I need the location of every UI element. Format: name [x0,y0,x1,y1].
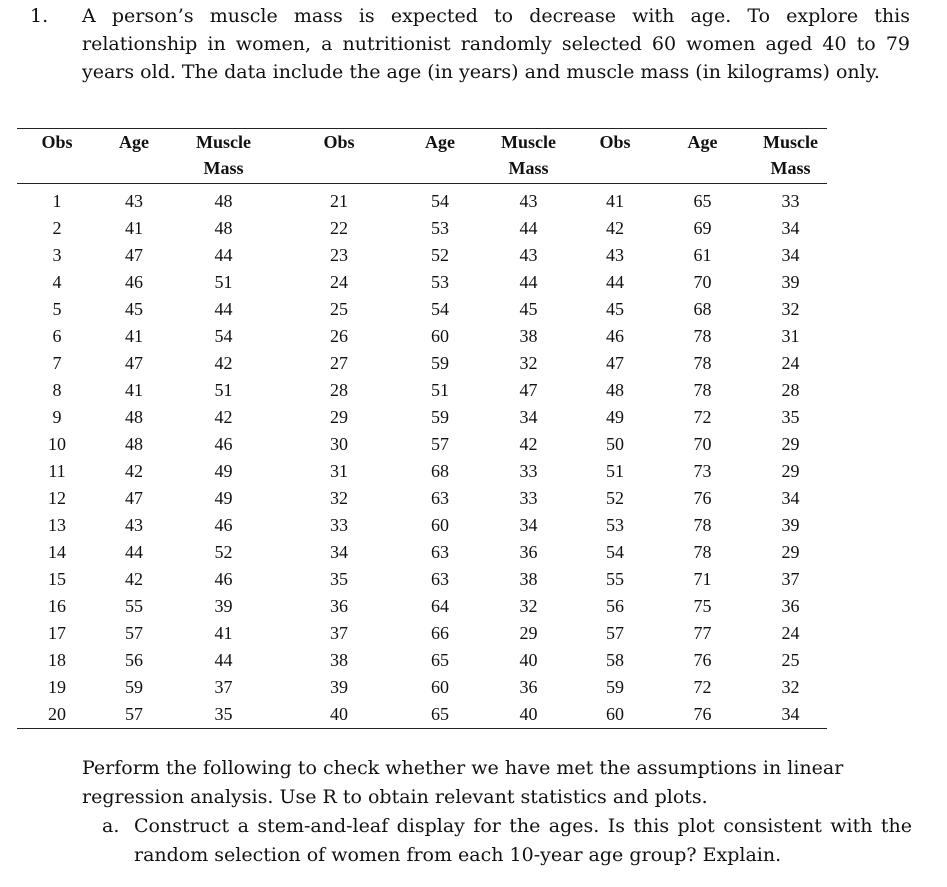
table-cell: 76 [693,488,712,508]
table-cell: 36 [330,596,348,616]
table-cell: 70 [693,434,712,454]
table-cell: 68 [693,299,712,319]
table-cell: 33 [781,191,800,211]
table-cell: 60 [431,515,449,535]
table-cell: 19 [48,677,66,697]
data-table [17,128,827,729]
table-cell: 1 [52,191,62,211]
table-cell: 32 [781,677,800,697]
table-cell: 78 [693,380,712,400]
question-label: a. [102,815,120,837]
table-cell: 47 [606,353,624,373]
header-obs: Obs [276,129,402,158]
header-muscle: Muscle [171,129,276,158]
table-cell: 61 [693,245,712,265]
problem-number: 1. [30,5,49,27]
table-cell: 34 [781,245,800,265]
table-cell: 34 [330,542,348,562]
table-cell: 38 [519,569,538,589]
table-cell: 33 [330,515,348,535]
table-cell: 39 [781,515,800,535]
table-cell: 57 [431,434,449,454]
table-cell: 45 [606,299,624,319]
table-cell: 54 [214,326,233,346]
table-cell: 49 [214,488,233,508]
table-cell: 13 [48,515,66,535]
table-cell: 42 [519,434,538,454]
table-cell: 10 [48,434,66,454]
table-cell: 7 [52,353,62,373]
table-cell: 57 [97,701,171,729]
table-cell: 34 [519,407,538,427]
table-cell: 44 [519,218,538,238]
table-cell: 43 [125,515,143,535]
table-cell: 29 [519,623,538,643]
table-cell: 77 [693,623,712,643]
table-cell: 44 [606,272,624,292]
table-row [17,647,827,674]
table-cell: 34 [519,515,538,535]
table-row [17,296,827,323]
table-cell: 34 [754,701,827,729]
table-cell: 3 [52,245,62,265]
table-cell: 31 [330,461,348,481]
table-cell: 41 [606,191,624,211]
table-cell: 76 [693,650,712,670]
header-obs: Obs [579,129,651,158]
table-row [17,404,827,431]
table-cell: 21 [330,191,348,211]
table-cell: 36 [519,677,538,697]
table-cell: 43 [519,191,538,211]
table-cell: 18 [48,650,66,670]
table-cell: 11 [48,461,66,481]
table-row [17,431,827,458]
header-mass: Mass [171,157,276,184]
table-cell: 59 [606,677,624,697]
table-cell: 78 [693,515,712,535]
table-row [17,485,827,512]
table-cell: 54 [431,191,449,211]
table-cell: 48 [125,434,143,454]
table-cell: 48 [214,191,233,211]
table-cell: 44 [125,542,143,562]
table-cell: 16 [48,596,66,616]
table-cell: 60 [431,677,449,697]
table-cell: 70 [693,272,712,292]
table-cell: 55 [125,596,143,616]
header-obs: Obs [17,129,97,158]
table-cell: 32 [330,488,348,508]
table-cell: 56 [606,596,624,616]
table-cell: 47 [125,245,143,265]
table-cell: 48 [214,218,233,238]
table-cell: 51 [431,380,449,400]
table-cell: 52 [606,488,624,508]
table-row [17,242,827,269]
table-row [17,323,827,350]
table-cell: 53 [431,218,449,238]
table-cell: 55 [606,569,624,589]
table-cell: 63 [431,569,449,589]
table-cell: 47 [125,353,143,373]
table-row [17,539,827,566]
table-cell: 9 [52,407,62,427]
table-header-row [17,129,827,158]
table-cell: 28 [781,380,800,400]
table-cell: 75 [693,596,712,616]
table-cell: 32 [519,596,538,616]
header-age: Age [97,129,171,158]
table-cell: 36 [781,596,800,616]
table-cell: 44 [519,272,538,292]
table-cell: 35 [171,701,276,729]
table-cell: 69 [693,218,712,238]
table-row [17,184,827,216]
table-cell: 25 [330,299,348,319]
table-cell: 47 [519,380,538,400]
table-cell: 41 [125,380,143,400]
table-cell: 42 [125,461,143,481]
table-cell: 64 [431,596,449,616]
table-cell: 76 [651,701,754,729]
table-cell: 56 [125,650,143,670]
table-cell: 17 [48,623,66,643]
table-cell: 41 [125,326,143,346]
table-row [17,215,827,242]
table-cell: 45 [125,299,143,319]
table-row [17,269,827,296]
table-cell: 52 [431,245,449,265]
table-cell: 44 [214,650,233,670]
table-cell: 37 [214,677,233,697]
header-mass: Mass [478,157,579,184]
table-row [17,701,827,729]
table-cell: 29 [781,542,800,562]
table-cell: 43 [606,245,624,265]
table-cell: 49 [606,407,624,427]
table-cell: 57 [125,623,143,643]
table-cell: 40 [519,650,538,670]
table-cell: 46 [214,434,233,454]
table-cell: 42 [606,218,624,238]
table-cell: 24 [330,272,348,292]
table-cell: 65 [431,650,449,670]
table-cell: 45 [519,299,538,319]
table-cell: 44 [214,245,233,265]
table-cell: 53 [431,272,449,292]
table-cell: 37 [330,623,348,643]
table-cell: 32 [781,299,800,319]
table-cell: 24 [781,353,800,373]
table-cell: 41 [125,218,143,238]
table-cell: 40 [478,701,579,729]
table-cell: 34 [781,218,800,238]
table-cell: 23 [330,245,348,265]
table-cell: 71 [693,569,712,589]
table-cell: 15 [48,569,66,589]
table-cell: 42 [214,353,233,373]
table-cell: 63 [431,542,449,562]
table-cell: 54 [431,299,449,319]
table-cell: 2 [52,218,62,238]
table-cell: 28 [330,380,348,400]
table-cell: 26 [330,326,348,346]
table-header-row-2 [17,157,827,184]
table-cell: 58 [606,650,624,670]
instructions [82,754,912,870]
table-cell: 20 [17,701,97,729]
instructions-text: Perform the following to check whether we have met the assumptions in linear regression analysis. Use R to obtain relevant statistics and plots. [82,757,844,808]
table-cell: 78 [693,353,712,373]
table-cell: 48 [125,407,143,427]
table-cell: 42 [214,407,233,427]
table-cell: 60 [579,701,651,729]
table-row [17,674,827,701]
table-cell: 50 [606,434,624,454]
table-cell: 29 [781,461,800,481]
table-cell: 65 [693,191,712,211]
table-cell: 59 [431,407,449,427]
table-cell: 44 [214,299,233,319]
table-row [17,458,827,485]
table-cell: 35 [781,407,800,427]
table-cell: 72 [693,407,712,427]
table-cell: 78 [693,542,712,562]
header-mass: Mass [754,157,827,184]
table-cell: 51 [606,461,624,481]
table-cell: 66 [431,623,449,643]
table-cell: 41 [214,623,233,643]
table-row [17,512,827,539]
table-cell: 53 [606,515,624,535]
table-cell: 14 [48,542,66,562]
table-cell: 51 [214,380,233,400]
table-body [17,184,827,729]
table-cell: 30 [330,434,348,454]
table-cell: 46 [125,272,143,292]
table-row [17,350,827,377]
table-cell: 46 [214,515,233,535]
table-cell: 39 [330,677,348,697]
table-cell: 4 [52,272,62,292]
question-text: Construct a stem-and-leaf display for the ages. Is this plot consistent with the random selection of women from each 10-year age group? Explain. [134,815,912,866]
table-cell: 22 [330,218,348,238]
table-cell: 65 [402,701,478,729]
table-cell: 35 [330,569,348,589]
table-cell: 59 [431,353,449,373]
table-cell: 63 [431,488,449,508]
table-cell: 49 [214,461,233,481]
question-item-a [102,812,912,870]
table-cell: 36 [519,542,538,562]
table-cell: 38 [519,326,538,346]
problem-text: A person’s muscle mass is expected to decrease with age. To explore this relationship in women, a nutritionist randomly selected 60 women aged 40 to 79 years old. The data include the age (in years) and muscle mass (in kilograms) only. [82,5,910,83]
table-cell: 48 [606,380,624,400]
table-cell: 37 [781,569,800,589]
table-cell: 72 [693,677,712,697]
table-cell: 39 [214,596,233,616]
table-cell: 46 [606,326,624,346]
header-muscle: Muscle [754,129,827,158]
problem-statement [30,2,910,86]
table-row [17,377,827,404]
table-cell: 6 [52,326,62,346]
table-cell: 38 [330,650,348,670]
table-row [17,593,827,620]
table-cell: 51 [214,272,233,292]
table-cell: 43 [125,191,143,211]
table-cell: 31 [781,326,800,346]
table-cell: 43 [519,245,538,265]
table-cell: 42 [125,569,143,589]
table-cell: 57 [606,623,624,643]
table-cell: 68 [431,461,449,481]
table-cell: 39 [781,272,800,292]
table-cell: 78 [693,326,712,346]
table-cell: 29 [781,434,800,454]
table-cell: 40 [276,701,402,729]
table-cell: 8 [52,380,62,400]
table-cell: 47 [125,488,143,508]
table-cell: 33 [519,461,538,481]
table-row [17,566,827,593]
table-cell: 34 [781,488,800,508]
table-cell: 46 [214,569,233,589]
table-cell: 25 [781,650,800,670]
table-cell: 5 [52,299,62,319]
table-cell: 29 [330,407,348,427]
table-cell: 73 [693,461,712,481]
table-cell: 54 [606,542,624,562]
table-cell: 27 [330,353,348,373]
table-cell: 24 [781,623,800,643]
table-row [17,620,827,647]
header-age: Age [402,129,478,158]
table-cell: 59 [125,677,143,697]
table-cell: 33 [519,488,538,508]
table-cell: 52 [214,542,233,562]
table-cell: 60 [431,326,449,346]
header-age: Age [651,129,754,158]
table-cell: 32 [519,353,538,373]
header-muscle: Muscle [478,129,579,158]
table-cell: 12 [48,488,66,508]
